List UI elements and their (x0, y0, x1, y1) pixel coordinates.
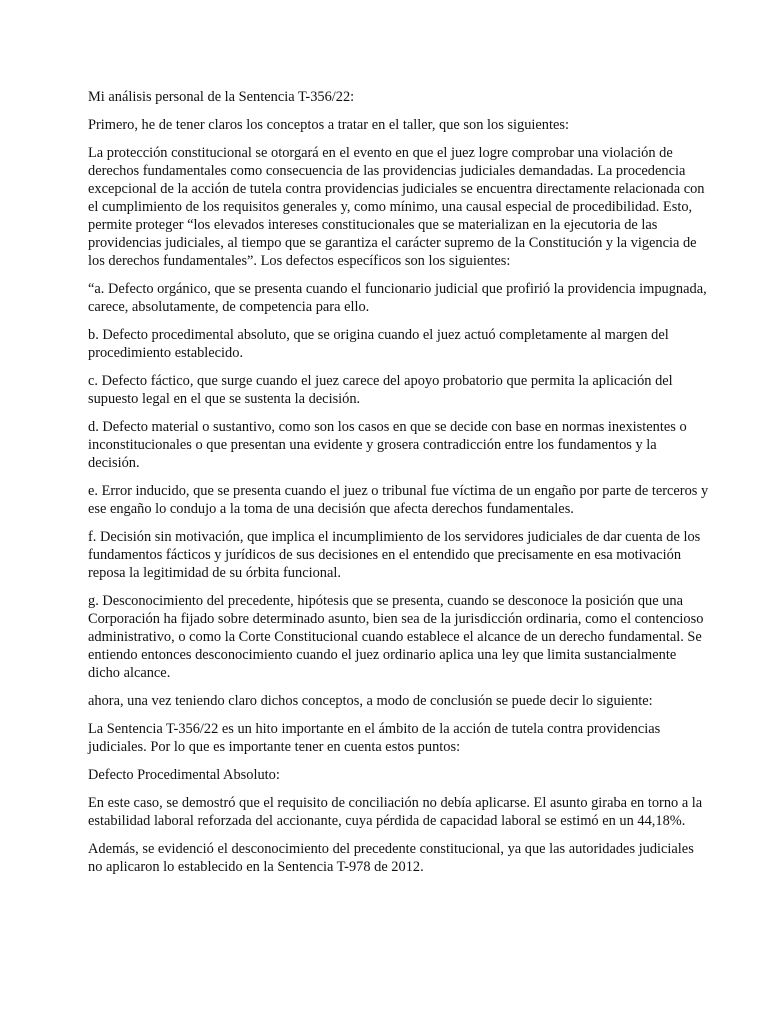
defect-item-f: f. Decisión sin motivación, que implica el incumplimiento de los servidores judiciales de dar cuenta de los fundamentos fácticos y jurídicos de sus decisiones en el entendido que precisamente en esa motivación reposa la legitimidad de su órbita funcional. (88, 529, 701, 581)
defect-item-d: d. Defecto material o sustantivo, como son los casos en que se decide con base en normas inexistentes o inconstitucionales o que presentan una evidente y grosera contradicción entre los fundamentos y la decisión. (88, 419, 687, 471)
conciliation-paragraph: En este caso, se demostró que el requisito de conciliación no debía aplicarse. El asunto giraba en torno a la estabilidad laboral reforzada del accionante, cuya pérdida de capacidad laboral se estimó en un 44,18%. (88, 795, 703, 829)
section-heading: Defecto Procedimental Absoluto: (88, 767, 280, 783)
defect-item-e: e. Error inducido, que se presenta cuando el juez o tribunal fue víctima de un engaño por parte de terceros y ese engaño lo condujo a la toma de una decisión que afecta derechos fundamentales. (88, 483, 709, 517)
conclusion-intro-paragraph: ahora, una vez teniendo claro dichos conceptos, a modo de conclusión se puede decir lo siguiente: (88, 693, 653, 709)
defect-item-c: c. Defecto fáctico, que surge cuando el juez carece del apoyo probatorio que permita la aplicación del supuesto legal en el que se sustenta la decisión. (88, 373, 673, 407)
document-title: Mi análisis personal de la Sentencia T-356/22: (88, 89, 355, 105)
precedent-paragraph: Además, se evidenció el desconocimiento del precedente constitucional, ya que las autoridades judiciales no aplicaron lo establecido en la Sentencia T-978 de 2012. (88, 841, 694, 875)
sentence-milestone-paragraph: La Sentencia T-356/22 es un hito importante en el ámbito de la acción de tutela contra providencias judiciales. Por lo que es importante tener en cuenta estos puntos: (88, 721, 661, 755)
intro-paragraph: Primero, he de tener claros los conceptos a tratar en el taller, que son los siguientes: (88, 117, 569, 133)
document-page (88, 88, 710, 886)
defect-item-a: “a. Defecto orgánico, que se presenta cuando el funcionario judicial que profirió la providencia impugnada, carece, absolutamente, de competencia para ello. (88, 281, 707, 315)
defect-item-g: g. Desconocimiento del precedente, hipótesis que se presenta, cuando se desconoce la posición que una Corporación ha fijado sobre determinado asunto, bien sea de la jurisdicción ordinaria, como el contencioso administrativo, o como la Corte Constitucional cuando establece el alcance de un derecho fundamental. Se entiendo entonces desconocimiento cuando el juez ordinario aplica una ley que limita sustancialmente dicho alcance. (88, 593, 704, 681)
constitutional-protection-paragraph: La protección constitucional se otorgará en el evento en que el juez logre comprobar una violación de derechos fundamentales como consecuencia de las providencias judiciales demandadas. La procedencia excepcional de la acción de tutela contra providencias judiciales se encuentra directamente relacionada con el cumplimiento de los requisitos generales y, como mínimo, una causal especial de procedibilidad. Esto, permite proteger “los elevados intereses constitucionales que se materializan en la ejecutoria de las providencias judiciales, al tiempo que se garantiza el carácter supremo de la Constitución y la vigencia de los derechos fundamentales”. Los defectos específicos son los siguientes: (88, 145, 705, 269)
defect-item-b: b. Defecto procedimental absoluto, que se origina cuando el juez actuó completamente al margen del procedimiento establecido. (88, 327, 669, 361)
